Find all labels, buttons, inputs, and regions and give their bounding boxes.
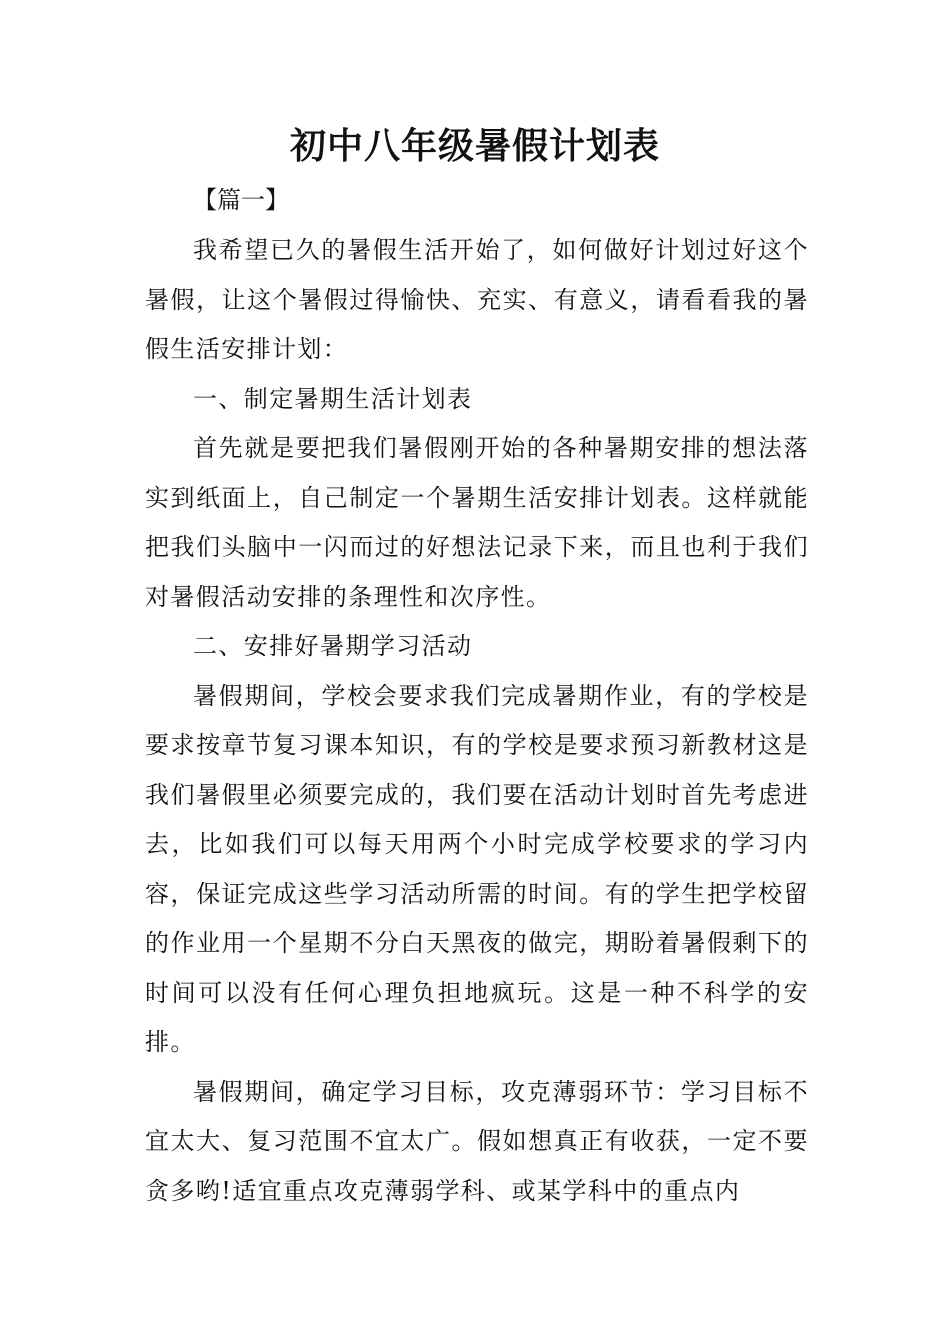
section-heading-2: 二、安排好暑期学习活动 — [193, 632, 473, 660]
intro-paragraph: 我希望已久的暑假生活开始了，如何做好计划过好这个暑假，让这个暑假过得愉快、充实、有意义，请看看我的暑假生活安排计划： — [145, 236, 809, 363]
paragraph-study: 暑假期间，学校会要求我们完成暑期作业，有的学校是要求按章节复习课本知识，有的学校是要求预习新教材这是我们暑假里必须要完成的，我们要在活动计划时首先考虑进去，比如我们可以每天用两个小时完成学校要求的学习内容，保证完成这些学习活动所需的时间。有的学生把学校留的作业用一个星期不分白天黑夜的做完，期盼着暑假剩下的时间可以没有任何心理负担地疯玩。这是一种不科学的安排。 — [145, 681, 809, 1056]
document-body — [145, 226, 809, 1216]
paragraph-plan: 首先就是要把我们暑假刚开始的各种暑期安排的想法落实到纸面上，自己制定一个暑期生活安排计划表。这样就能把我们头脑中一闪而过的好想法记录下来，而且也利于我们对暑假活动安排的条理性和次序性。 — [145, 434, 809, 611]
section-label: 【篇一】 — [193, 186, 289, 214]
document-title: 初中八年级暑假计划表 — [289, 126, 660, 167]
paragraph-goals: 暑假期间，确定学习目标，攻克薄弱环节：学习目标不宜太大、复习范围不宜太广。假如想真正有收获，一定不要贪多哟!适宜重点攻克薄弱学科、或某学科中的重点内 — [145, 1077, 809, 1205]
section-heading-1: 一、制定暑期生活计划表 — [193, 384, 473, 413]
